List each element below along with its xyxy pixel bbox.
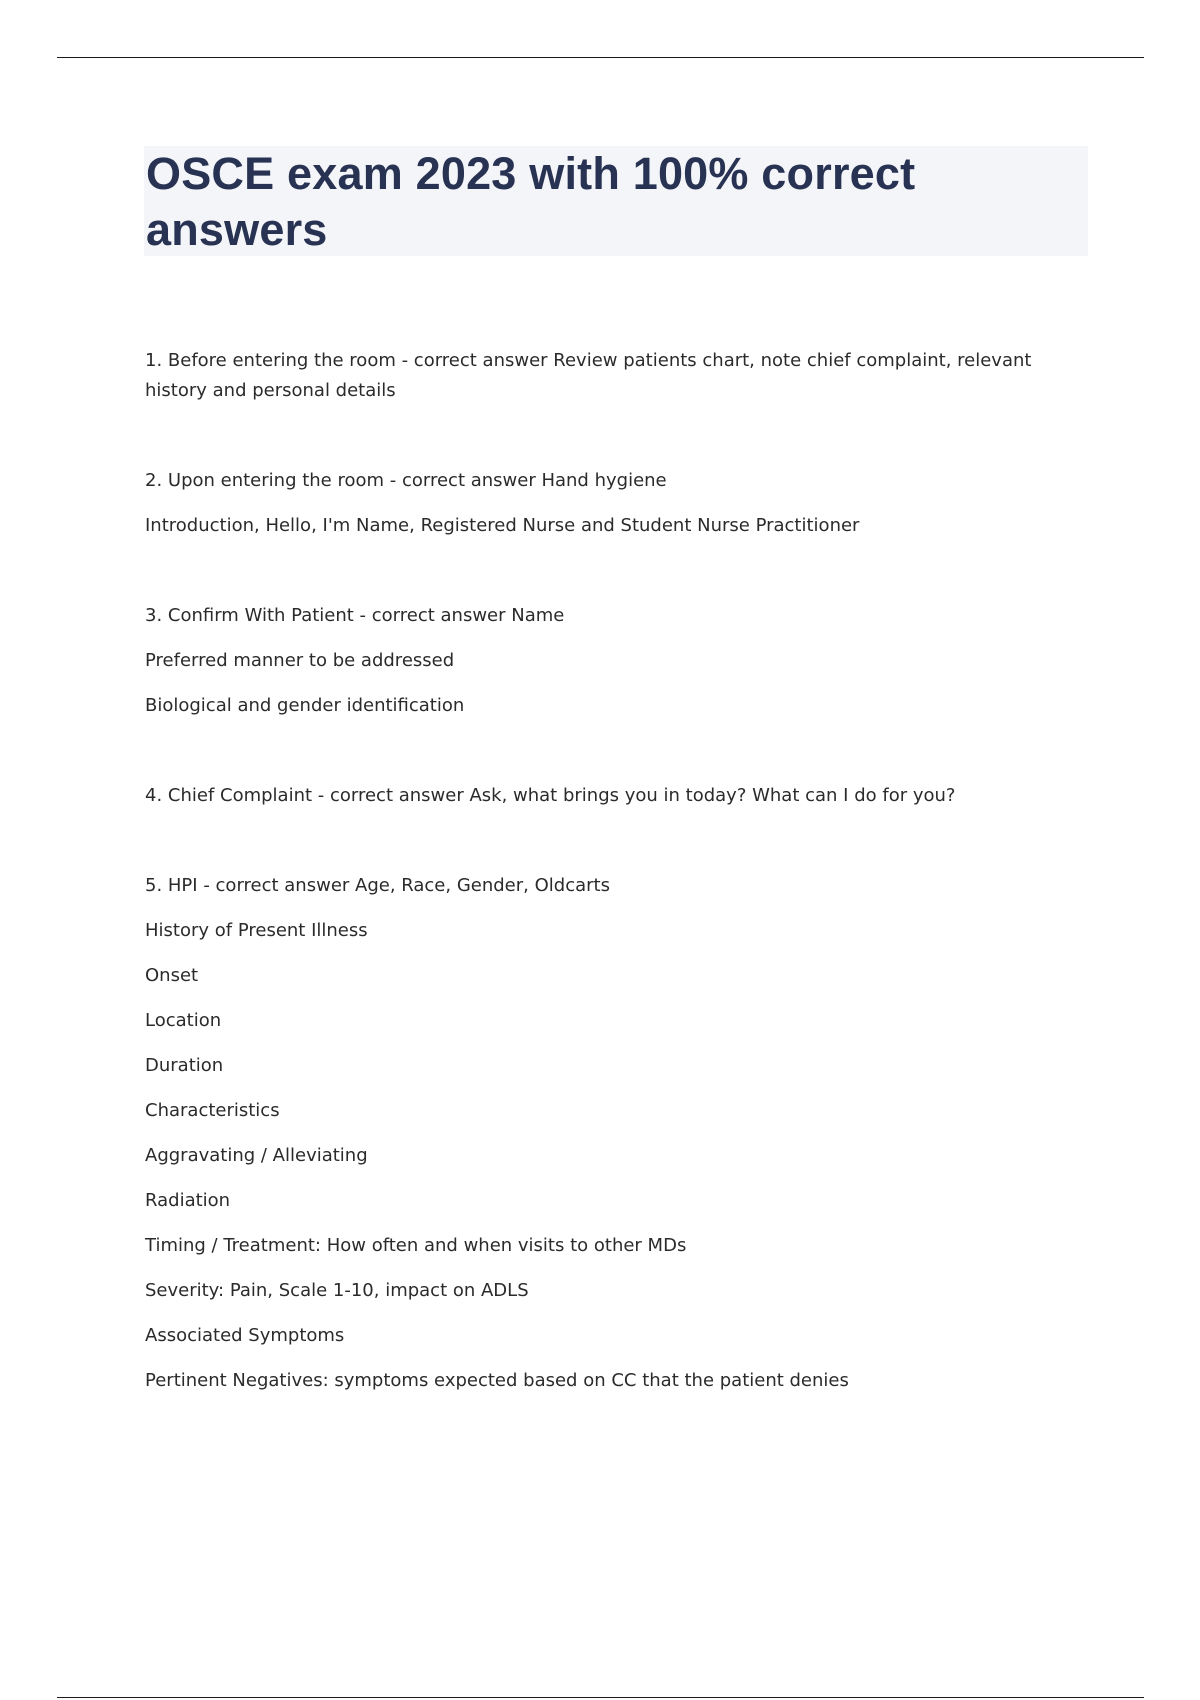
detail-line: Radiation (145, 1190, 231, 1211)
header-rule (57, 57, 1144, 58)
detail-line: Associated Symptoms (145, 1325, 345, 1346)
detail-line: Introduction, Hello, I'm Name, Registered Nurse and Student Nurse Practitioner (145, 515, 860, 536)
question-text: 2. Upon entering the room - correct answer Hand hygiene (145, 470, 667, 491)
question-text: 5. HPI - correct answer Age, Race, Gender, Oldcarts (145, 875, 610, 896)
detail-line: Duration (145, 1055, 224, 1076)
document-body (145, 346, 1065, 1456)
detail-line: Preferred manner to be addressed (145, 650, 455, 671)
detail-line: Severity: Pain, Scale 1-10, impact on ADLS (145, 1280, 529, 1301)
question-text: 4. Chief Complaint - correct answer Ask, what brings you in today? What can I do for you? (145, 785, 956, 806)
detail-line: Characteristics (145, 1100, 280, 1121)
title-banner (144, 146, 1088, 256)
detail-line: Biological and gender identification (145, 695, 465, 716)
qa-item-3 (145, 601, 1065, 721)
qa-item-5 (145, 871, 1065, 1396)
qa-item-4 (145, 781, 1065, 811)
detail-line: Onset (145, 965, 199, 986)
qa-item-1 (145, 346, 1065, 406)
detail-line: Location (145, 1010, 222, 1031)
detail-line: Aggravating / Alleviating (145, 1145, 368, 1166)
detail-line: History of Present Illness (145, 920, 368, 941)
footer-rule (57, 1697, 1144, 1698)
question-text: 1. Before entering the room - correct answer Review patients chart, note chief complaint, relevant history and personal details (145, 350, 1032, 401)
question-text: 3. Confirm With Patient - correct answer Name (145, 605, 565, 626)
detail-line: Timing / Treatment: How often and when visits to other MDs (145, 1235, 687, 1256)
detail-line: Pertinent Negatives: symptoms expected based on CC that the patient denies (145, 1370, 849, 1391)
qa-item-2 (145, 466, 1065, 541)
document-title: OSCE exam 2023 with 100% correct answers (146, 148, 916, 255)
